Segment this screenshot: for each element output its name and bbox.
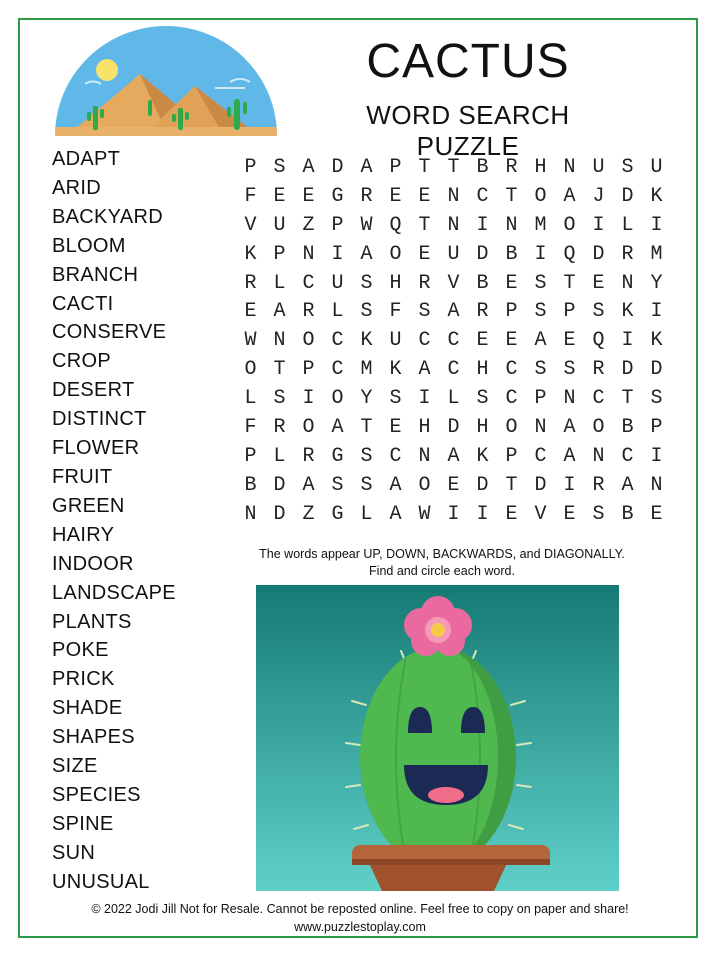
grid-letter[interactable]: E: [592, 271, 605, 295]
grid-letter[interactable]: N: [244, 502, 257, 526]
grid-letter[interactable]: O: [418, 473, 431, 497]
grid-letter[interactable]: E: [505, 329, 518, 353]
grid-row: [236, 327, 671, 356]
grid-row: [236, 241, 671, 270]
grid-letter[interactable]: K: [360, 329, 373, 353]
grid-letter[interactable]: A: [360, 242, 373, 266]
word-list-item: ADAPT: [52, 148, 121, 170]
grid-letter[interactable]: E: [244, 300, 257, 324]
grid-letter[interactable]: S: [476, 387, 489, 411]
grid-letter[interactable]: L: [273, 271, 286, 295]
grid-letter[interactable]: K: [389, 358, 402, 382]
grid-letter[interactable]: B: [476, 156, 489, 179]
grid-letter[interactable]: S: [273, 156, 286, 179]
grid-letter[interactable]: Y: [360, 387, 373, 411]
grid-letter[interactable]: R: [302, 444, 315, 468]
grid-letter[interactable]: L: [273, 444, 286, 468]
grid-letter[interactable]: R: [476, 300, 489, 324]
grid-letter[interactable]: H: [476, 358, 489, 382]
grid-letter[interactable]: S: [592, 300, 605, 324]
grid-letter[interactable]: I: [534, 242, 547, 266]
grid-letter[interactable]: I: [621, 329, 634, 353]
grid-letter[interactable]: P: [505, 444, 518, 468]
page-title: CACTUS: [366, 35, 570, 88]
grid-letter[interactable]: S: [360, 271, 373, 295]
grid-letter[interactable]: T: [273, 358, 286, 382]
grid-letter[interactable]: S: [360, 444, 373, 468]
grid-letter[interactable]: A: [563, 444, 576, 468]
grid-letter[interactable]: B: [476, 271, 489, 295]
grid-letter[interactable]: F: [389, 300, 402, 324]
word-list-item: SPINE: [52, 812, 114, 835]
grid-letter[interactable]: K: [476, 444, 489, 468]
grid-letter[interactable]: P: [389, 156, 402, 179]
grid-letter[interactable]: T: [418, 213, 431, 237]
grid-letter[interactable]: K: [621, 300, 634, 324]
grid-letter[interactable]: E: [650, 502, 663, 526]
word-list-item: CROP: [52, 350, 111, 373]
word-list-item: LANDSCAPE: [52, 581, 176, 604]
grid-letter[interactable]: E: [389, 184, 402, 208]
grid-letter[interactable]: C: [418, 329, 431, 353]
instructions: [236, 546, 648, 580]
grid-letter[interactable]: W: [244, 329, 257, 353]
grid-letter[interactable]: V: [534, 502, 547, 526]
word-list-item: PRICK: [52, 668, 115, 691]
grid-letter[interactable]: S: [273, 387, 286, 411]
grid-letter[interactable]: E: [418, 242, 431, 266]
grid-letter[interactable]: U: [592, 156, 605, 179]
grid-letter[interactable]: T: [505, 184, 518, 208]
footer: [40, 900, 680, 936]
grid-letter[interactable]: O: [389, 242, 402, 266]
grid-letter[interactable]: U: [273, 213, 286, 237]
grid-letter[interactable]: U: [650, 156, 663, 179]
grid-letter[interactable]: I: [331, 242, 344, 266]
grid-letter[interactable]: E: [563, 329, 576, 353]
grid-letter[interactable]: P: [563, 300, 576, 324]
smiling-cactus-illustration: [256, 585, 619, 891]
grid-letter[interactable]: A: [389, 473, 402, 497]
grid-letter[interactable]: R: [505, 156, 518, 179]
grid-letter[interactable]: A: [331, 416, 344, 440]
grid-letter[interactable]: B: [244, 473, 257, 497]
grid-letter[interactable]: N: [273, 329, 286, 353]
grid-letter[interactable]: D: [273, 473, 286, 497]
word-list-item: DISTINCT: [52, 408, 147, 431]
grid-letter[interactable]: V: [447, 271, 460, 295]
word-list-item: BLOOM: [52, 234, 126, 257]
grid-letter[interactable]: I: [302, 387, 315, 411]
grid-letter[interactable]: L: [244, 387, 257, 411]
word-list: [52, 145, 176, 897]
grid-letter[interactable]: D: [476, 473, 489, 497]
grid-letter[interactable]: S: [534, 358, 547, 382]
grid-letter[interactable]: C: [331, 358, 344, 382]
grid-letter[interactable]: S: [389, 387, 402, 411]
grid-letter[interactable]: A: [302, 473, 315, 497]
grid-letter[interactable]: M: [360, 358, 373, 382]
grid-letter[interactable]: D: [476, 242, 489, 266]
grid-letter[interactable]: W: [418, 502, 431, 526]
grid-letter[interactable]: T: [621, 387, 634, 411]
word-list-item: FLOWER: [52, 437, 140, 460]
word-list-item: SPECIES: [52, 783, 141, 806]
grid-letter[interactable]: A: [302, 156, 315, 179]
word-list-item: SHAPES: [52, 726, 135, 749]
word-list-item: POKE: [52, 639, 109, 662]
grid-letter[interactable]: I: [418, 387, 431, 411]
word-list-item: CACTI: [52, 292, 114, 315]
grid-letter[interactable]: E: [418, 184, 431, 208]
grid-letter[interactable]: Z: [302, 213, 315, 237]
grid-letter[interactable]: O: [244, 358, 257, 382]
grid-letter[interactable]: N: [592, 444, 605, 468]
grid-letter[interactable]: I: [447, 502, 460, 526]
word-list-item: CONSERVE: [52, 321, 167, 344]
grid-letter[interactable]: F: [244, 416, 257, 440]
grid-letter[interactable]: D: [592, 242, 605, 266]
grid-letter[interactable]: T: [505, 473, 518, 497]
grid-letter[interactable]: A: [273, 300, 286, 324]
grid-letter[interactable]: D: [534, 473, 547, 497]
grid-letter[interactable]: G: [331, 184, 344, 208]
grid-letter[interactable]: I: [650, 213, 663, 237]
grid-letter[interactable]: U: [389, 329, 402, 353]
grid-letter[interactable]: P: [534, 387, 547, 411]
grid-letter[interactable]: S: [534, 271, 547, 295]
grid-letter[interactable]: O: [505, 416, 518, 440]
grid-row: [236, 270, 671, 299]
word-list-item: ARID: [52, 176, 101, 199]
grid-letter[interactable]: S: [621, 156, 634, 179]
grid-row: [236, 212, 671, 241]
grid-letter[interactable]: F: [244, 184, 257, 208]
grid-letter[interactable]: J: [592, 184, 605, 208]
grid-letter[interactable]: B: [621, 502, 634, 526]
website-link[interactable]: www.puzzlestoplay.com: [294, 920, 426, 934]
grid-letter[interactable]: N: [621, 271, 634, 295]
page-subtitle: WORD SEARCH PUZZLE: [366, 100, 570, 161]
grid-letter[interactable]: C: [447, 329, 460, 353]
grid-letter[interactable]: P: [505, 300, 518, 324]
word-list-item: SHADE: [52, 697, 123, 720]
grid-letter[interactable]: S: [418, 300, 431, 324]
grid-letter[interactable]: L: [360, 502, 373, 526]
grid-letter[interactable]: Q: [592, 329, 605, 353]
grid-letter[interactable]: O: [534, 184, 547, 208]
grid-letter[interactable]: S: [650, 387, 663, 411]
grid-letter[interactable]: H: [534, 156, 547, 179]
word-list-item: INDOOR: [52, 552, 134, 575]
grid-letter[interactable]: C: [505, 358, 518, 382]
grid-letter[interactable]: Z: [302, 502, 315, 526]
grid-letter[interactable]: I: [563, 473, 576, 497]
word-list-item: SIZE: [52, 755, 98, 778]
grid-letter[interactable]: I: [476, 502, 489, 526]
grid-letter[interactable]: P: [302, 358, 315, 382]
grid-letter[interactable]: A: [389, 502, 402, 526]
grid-letter[interactable]: K: [244, 242, 257, 266]
grid-letter[interactable]: L: [621, 213, 634, 237]
instructions-line-2: Find and circle each word.: [369, 564, 515, 578]
grid-letter[interactable]: R: [418, 271, 431, 295]
grid-letter[interactable]: R: [360, 184, 373, 208]
grid-letter[interactable]: H: [389, 271, 402, 295]
grid-row: [236, 385, 671, 414]
grid-letter[interactable]: H: [476, 416, 489, 440]
grid-letter[interactable]: O: [302, 416, 315, 440]
instructions-line-1: The words appear UP, DOWN, BACKWARDS, and DIAGONALLY.: [259, 547, 625, 561]
grid-letter[interactable]: E: [476, 329, 489, 353]
grid-letter[interactable]: A: [447, 300, 460, 324]
grid-letter[interactable]: Q: [389, 213, 402, 237]
word-list-item: SUN: [52, 841, 96, 864]
grid-letter[interactable]: L: [331, 300, 344, 324]
grid-letter[interactable]: C: [592, 387, 605, 411]
grid-letter[interactable]: V: [244, 213, 257, 237]
grid-letter[interactable]: C: [476, 184, 489, 208]
grid-letter[interactable]: A: [563, 416, 576, 440]
grid-letter[interactable]: A: [621, 473, 634, 497]
word-list-item: BACKYARD: [52, 205, 163, 228]
grid-letter[interactable]: A: [534, 329, 547, 353]
grid-row: [236, 443, 671, 472]
grid-letter[interactable]: C: [302, 271, 315, 295]
grid-letter[interactable]: S: [563, 358, 576, 382]
grid-letter[interactable]: D: [273, 502, 286, 526]
grid-letter[interactable]: C: [447, 358, 460, 382]
grid-row: [236, 183, 671, 212]
grid-letter[interactable]: R: [273, 416, 286, 440]
grid-letter[interactable]: D: [621, 358, 634, 382]
grid-letter[interactable]: G: [331, 502, 344, 526]
grid-letter[interactable]: R: [302, 300, 315, 324]
desert-landscape-icon: [55, 24, 277, 139]
grid-row: [236, 356, 671, 385]
grid-letter[interactable]: S: [592, 502, 605, 526]
grid-letter[interactable]: K: [650, 184, 663, 208]
grid-letter[interactable]: O: [592, 416, 605, 440]
grid-letter[interactable]: N: [534, 416, 547, 440]
word-list-item: BRANCH: [52, 263, 139, 286]
grid-letter[interactable]: N: [563, 156, 576, 179]
grid-letter[interactable]: R: [592, 473, 605, 497]
grid-letter[interactable]: A: [563, 184, 576, 208]
grid-letter[interactable]: L: [447, 387, 460, 411]
letter-grid: [236, 154, 671, 530]
grid-letter[interactable]: G: [331, 444, 344, 468]
grid-letter[interactable]: O: [331, 387, 344, 411]
grid-letter[interactable]: I: [476, 213, 489, 237]
word-list-item: UNUSUAL: [52, 870, 150, 893]
grid-letter[interactable]: D: [447, 416, 460, 440]
grid-letter[interactable]: U: [331, 271, 344, 295]
grid-letter[interactable]: B: [505, 242, 518, 266]
grid-letter[interactable]: N: [418, 444, 431, 468]
grid-letter[interactable]: O: [302, 329, 315, 353]
grid-row: [236, 472, 671, 501]
grid-letter[interactable]: T: [563, 271, 576, 295]
grid-letter[interactable]: E: [505, 502, 518, 526]
grid-letter[interactable]: E: [563, 502, 576, 526]
grid-letter[interactable]: R: [244, 271, 257, 295]
grid-row: [236, 501, 671, 530]
word-list-item: DESERT: [52, 379, 135, 402]
grid-letter[interactable]: S: [360, 300, 373, 324]
grid-letter[interactable]: Y: [650, 271, 663, 295]
grid-letter[interactable]: I: [650, 444, 663, 468]
word-list-item: GREEN: [52, 494, 125, 517]
grid-letter[interactable]: N: [447, 213, 460, 237]
grid-letter[interactable]: A: [360, 156, 373, 179]
grid-letter[interactable]: P: [273, 242, 286, 266]
grid-letter[interactable]: I: [650, 300, 663, 324]
grid-letter[interactable]: M: [650, 242, 663, 266]
grid-letter[interactable]: I: [592, 213, 605, 237]
grid-letter[interactable]: R: [592, 358, 605, 382]
grid-letter[interactable]: B: [621, 416, 634, 440]
grid-letter[interactable]: H: [418, 416, 431, 440]
grid-letter[interactable]: N: [563, 387, 576, 411]
grid-letter[interactable]: P: [244, 444, 257, 468]
grid-letter[interactable]: A: [447, 444, 460, 468]
grid-letter[interactable]: K: [650, 329, 663, 353]
grid-letter[interactable]: C: [621, 444, 634, 468]
grid-letter[interactable]: Q: [563, 242, 576, 266]
grid-letter[interactable]: R: [621, 242, 634, 266]
grid-letter[interactable]: M: [534, 213, 547, 237]
copyright-text: © 2022 Jodi Jill Not for Resale. Cannot be reposted online. Feel free to copy on paper and share!: [91, 902, 629, 916]
grid-letter[interactable]: D: [650, 358, 663, 382]
grid-letter[interactable]: U: [447, 242, 460, 266]
grid-letter[interactable]: S: [331, 473, 344, 497]
grid-letter[interactable]: E: [505, 271, 518, 295]
grid-letter[interactable]: P: [331, 213, 344, 237]
grid-letter[interactable]: P: [244, 156, 257, 179]
grid-letter[interactable]: N: [302, 242, 315, 266]
grid-row: [236, 154, 671, 183]
word-list-item: FRUIT: [52, 465, 113, 488]
word-list-item: HAIRY: [52, 523, 115, 546]
grid-row: [236, 414, 671, 443]
grid-letter[interactable]: E: [389, 416, 402, 440]
grid-letter[interactable]: E: [447, 473, 460, 497]
grid-letter[interactable]: N: [447, 184, 460, 208]
grid-letter[interactable]: N: [650, 473, 663, 497]
grid-letter[interactable]: D: [621, 184, 634, 208]
grid-letter[interactable]: T: [360, 416, 373, 440]
word-list-item: PLANTS: [52, 610, 132, 633]
grid-letter[interactable]: E: [302, 184, 315, 208]
grid-letter[interactable]: S: [534, 300, 547, 324]
grid-letter[interactable]: O: [563, 213, 576, 237]
grid-letter[interactable]: E: [273, 184, 286, 208]
grid-letter[interactable]: D: [331, 156, 344, 179]
grid-letter[interactable]: C: [389, 444, 402, 468]
grid-letter[interactable]: N: [505, 213, 518, 237]
grid-letter[interactable]: T: [418, 156, 431, 179]
grid-letter[interactable]: T: [447, 156, 460, 179]
grid-letter[interactable]: A: [418, 358, 431, 382]
grid-letter[interactable]: C: [331, 329, 344, 353]
grid-letter[interactable]: C: [505, 387, 518, 411]
grid-row: [236, 298, 671, 327]
grid-letter[interactable]: C: [534, 444, 547, 468]
grid-letter[interactable]: W: [360, 213, 373, 237]
grid-letter[interactable]: P: [650, 416, 663, 440]
grid-letter[interactable]: S: [360, 473, 373, 497]
